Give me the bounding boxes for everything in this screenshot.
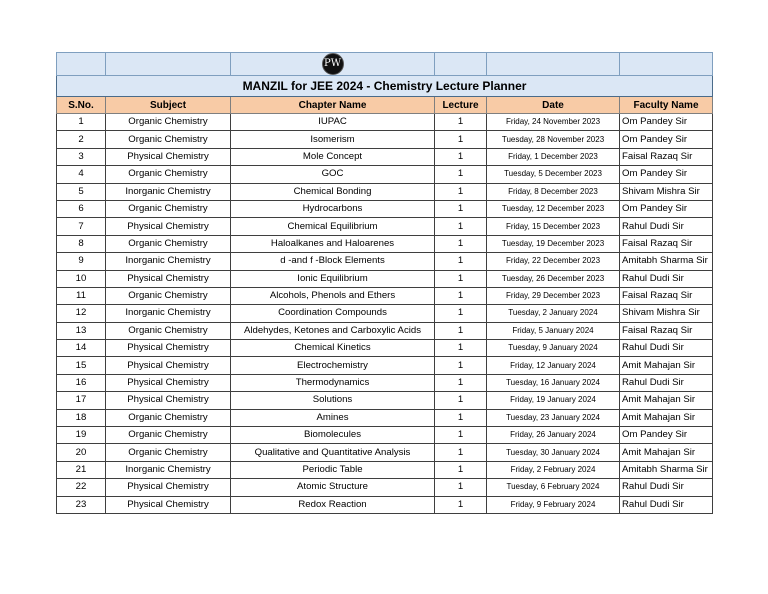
faculty-cell: Om Pandey Sir — [620, 114, 713, 131]
faculty-cell: Rahul Dudi Sir — [620, 496, 713, 513]
table-row — [57, 253, 713, 270]
sno-cell: 19 — [57, 427, 106, 444]
title-row — [57, 76, 713, 97]
sno-cell: 5 — [57, 183, 106, 200]
date-cell: Friday, 2 February 2024 — [487, 461, 620, 478]
date-cell: Tuesday, 5 December 2023 — [487, 166, 620, 183]
column-header-sno: S.No. — [57, 97, 106, 114]
sno-cell: 9 — [57, 253, 106, 270]
table-row — [57, 148, 713, 165]
faculty-cell: Shivam Mishra Sir — [620, 183, 713, 200]
table-row — [57, 235, 713, 252]
chapter-cell: Periodic Table — [231, 461, 435, 478]
page-title: MANZIL for JEE 2024 - Chemistry Lecture Planner — [57, 76, 713, 97]
sno-cell: 14 — [57, 340, 106, 357]
lecture-cell: 1 — [435, 183, 487, 200]
faculty-cell: Faisal Razaq Sir — [620, 322, 713, 339]
subject-cell: Organic Chemistry — [106, 444, 231, 461]
faculty-cell: Faisal Razaq Sir — [620, 148, 713, 165]
date-cell: Tuesday, 19 December 2023 — [487, 235, 620, 252]
header-row — [57, 97, 713, 114]
chapter-cell: Coordination Compounds — [231, 305, 435, 322]
date-cell: Tuesday, 12 December 2023 — [487, 200, 620, 217]
sno-cell: 20 — [57, 444, 106, 461]
date-cell: Friday, 19 January 2024 — [487, 392, 620, 409]
chapter-cell: GOC — [231, 166, 435, 183]
chapter-cell: Alcohols, Phenols and Ethers — [231, 287, 435, 304]
lecture-cell: 1 — [435, 392, 487, 409]
date-cell: Friday, 29 December 2023 — [487, 287, 620, 304]
faculty-cell: Amitabh Sharma Sir — [620, 461, 713, 478]
date-cell: Friday, 22 December 2023 — [487, 253, 620, 270]
table-row — [57, 340, 713, 357]
subject-cell: Organic Chemistry — [106, 427, 231, 444]
faculty-cell: Om Pandey Sir — [620, 200, 713, 217]
lecture-cell: 1 — [435, 444, 487, 461]
chapter-cell: Electrochemistry — [231, 357, 435, 374]
sno-cell: 22 — [57, 479, 106, 496]
subject-cell: Inorganic Chemistry — [106, 461, 231, 478]
subject-cell: Physical Chemistry — [106, 392, 231, 409]
table-row — [57, 287, 713, 304]
lecture-cell: 1 — [435, 235, 487, 252]
date-cell: Friday, 8 December 2023 — [487, 183, 620, 200]
chapter-cell: Isomerism — [231, 131, 435, 148]
table-row — [57, 131, 713, 148]
chapter-cell: Hydrocarbons — [231, 200, 435, 217]
sno-cell: 11 — [57, 287, 106, 304]
column-header-date: Date — [487, 97, 620, 114]
faculty-cell: Shivam Mishra Sir — [620, 305, 713, 322]
subject-cell: Organic Chemistry — [106, 114, 231, 131]
table-row — [57, 218, 713, 235]
subject-cell: Physical Chemistry — [106, 357, 231, 374]
sno-cell: 17 — [57, 392, 106, 409]
lecture-cell: 1 — [435, 131, 487, 148]
table-row — [57, 496, 713, 513]
table-row — [57, 374, 713, 391]
lecture-cell: 1 — [435, 427, 487, 444]
faculty-cell: Rahul Dudi Sir — [620, 374, 713, 391]
subject-cell: Organic Chemistry — [106, 166, 231, 183]
subject-cell: Organic Chemistry — [106, 131, 231, 148]
sno-cell: 12 — [57, 305, 106, 322]
subject-cell: Organic Chemistry — [106, 409, 231, 426]
lecture-cell: 1 — [435, 322, 487, 339]
sno-cell: 23 — [57, 496, 106, 513]
sno-cell: 1 — [57, 114, 106, 131]
table-row — [57, 357, 713, 374]
chapter-cell: Solutions — [231, 392, 435, 409]
lecture-cell: 1 — [435, 374, 487, 391]
subject-cell: Organic Chemistry — [106, 322, 231, 339]
date-cell: Tuesday, 28 November 2023 — [487, 131, 620, 148]
column-header-chapter: Chapter Name — [231, 97, 435, 114]
faculty-cell: Rahul Dudi Sir — [620, 340, 713, 357]
subject-cell: Physical Chemistry — [106, 270, 231, 287]
faculty-cell: Rahul Dudi Sir — [620, 270, 713, 287]
chapter-cell: Redox Reaction — [231, 496, 435, 513]
chapter-cell: Thermodynamics — [231, 374, 435, 391]
table-row — [57, 166, 713, 183]
subject-cell: Physical Chemistry — [106, 148, 231, 165]
lecture-cell: 1 — [435, 114, 487, 131]
sno-cell: 7 — [57, 218, 106, 235]
sno-cell: 8 — [57, 235, 106, 252]
table-row — [57, 392, 713, 409]
sno-cell: 3 — [57, 148, 106, 165]
chapter-cell: Atomic Structure — [231, 479, 435, 496]
sno-cell: 2 — [57, 131, 106, 148]
date-cell: Tuesday, 6 February 2024 — [487, 479, 620, 496]
table-row — [57, 479, 713, 496]
faculty-cell: Amitabh Sharma Sir — [620, 253, 713, 270]
date-cell: Friday, 9 February 2024 — [487, 496, 620, 513]
subject-cell: Organic Chemistry — [106, 287, 231, 304]
faculty-cell: Rahul Dudi Sir — [620, 218, 713, 235]
faculty-cell: Amit Mahajan Sir — [620, 357, 713, 374]
sno-cell: 18 — [57, 409, 106, 426]
date-cell: Friday, 24 November 2023 — [487, 114, 620, 131]
lecture-cell: 1 — [435, 218, 487, 235]
faculty-cell: Om Pandey Sir — [620, 131, 713, 148]
subject-cell: Inorganic Chemistry — [106, 183, 231, 200]
chapter-cell: Aldehydes, Ketones and Carboxylic Acids — [231, 322, 435, 339]
column-header-lecture: Lecture — [435, 97, 487, 114]
date-cell: Friday, 26 January 2024 — [487, 427, 620, 444]
lecture-cell: 1 — [435, 409, 487, 426]
lecture-cell: 1 — [435, 270, 487, 287]
sno-cell: 6 — [57, 200, 106, 217]
table-row — [57, 270, 713, 287]
lecture-cell: 1 — [435, 166, 487, 183]
lecture-cell: 1 — [435, 287, 487, 304]
table-row — [57, 409, 713, 426]
table-row — [57, 114, 713, 131]
table-row — [57, 183, 713, 200]
lecture-cell: 1 — [435, 148, 487, 165]
sno-cell: 21 — [57, 461, 106, 478]
subject-cell: Physical Chemistry — [106, 374, 231, 391]
faculty-cell: Faisal Razaq Sir — [620, 287, 713, 304]
logo-row — [57, 53, 713, 76]
table-row — [57, 200, 713, 217]
date-cell: Friday, 5 January 2024 — [487, 322, 620, 339]
subject-cell: Inorganic Chemistry — [106, 253, 231, 270]
table-row — [57, 305, 713, 322]
date-cell: Tuesday, 30 January 2024 — [487, 444, 620, 461]
subject-cell: Physical Chemistry — [106, 218, 231, 235]
faculty-cell: Rahul Dudi Sir — [620, 479, 713, 496]
subject-cell: Organic Chemistry — [106, 200, 231, 217]
date-cell: Tuesday, 9 January 2024 — [487, 340, 620, 357]
pw-logo-icon: PW — [322, 53, 344, 75]
date-cell: Tuesday, 26 December 2023 — [487, 270, 620, 287]
lecture-cell: 1 — [435, 200, 487, 217]
lecture-cell: 1 — [435, 253, 487, 270]
table-row — [57, 444, 713, 461]
chapter-cell: Chemical Kinetics — [231, 340, 435, 357]
lecture-cell: 1 — [435, 357, 487, 374]
sno-cell: 10 — [57, 270, 106, 287]
faculty-cell: Amit Mahajan Sir — [620, 392, 713, 409]
column-header-faculty: Faculty Name — [620, 97, 713, 114]
faculty-cell: Om Pandey Sir — [620, 427, 713, 444]
chapter-cell: d -and f -Block Elements — [231, 253, 435, 270]
sno-cell: 15 — [57, 357, 106, 374]
chapter-cell: Haloalkanes and Haloarenes — [231, 235, 435, 252]
date-cell: Friday, 15 December 2023 — [487, 218, 620, 235]
chapter-cell: Qualitative and Quantitative Analysis — [231, 444, 435, 461]
chapter-cell: Chemical Bonding — [231, 183, 435, 200]
faculty-cell: Faisal Razaq Sir — [620, 235, 713, 252]
chapter-cell: Chemical Equilibrium — [231, 218, 435, 235]
faculty-cell: Amit Mahajan Sir — [620, 444, 713, 461]
lecture-planner-table — [56, 52, 713, 514]
subject-cell: Physical Chemistry — [106, 340, 231, 357]
sno-cell: 16 — [57, 374, 106, 391]
subject-cell: Organic Chemistry — [106, 235, 231, 252]
chapter-cell: IUPAC — [231, 114, 435, 131]
table-row — [57, 427, 713, 444]
chapter-cell: Amines — [231, 409, 435, 426]
faculty-cell: Amit Mahajan Sir — [620, 409, 713, 426]
table-row — [57, 322, 713, 339]
subject-cell: Physical Chemistry — [106, 496, 231, 513]
chapter-cell: Biomolecules — [231, 427, 435, 444]
date-cell: Tuesday, 2 January 2024 — [487, 305, 620, 322]
subject-cell: Physical Chemistry — [106, 479, 231, 496]
date-cell: Friday, 12 January 2024 — [487, 357, 620, 374]
date-cell: Tuesday, 23 January 2024 — [487, 409, 620, 426]
planner-rows — [57, 114, 713, 514]
lecture-cell: 1 — [435, 340, 487, 357]
lecture-cell: 1 — [435, 496, 487, 513]
subject-cell: Inorganic Chemistry — [106, 305, 231, 322]
chapter-cell: Mole Concept — [231, 148, 435, 165]
lecture-cell: 1 — [435, 479, 487, 496]
faculty-cell: Om Pandey Sir — [620, 166, 713, 183]
lecture-cell: 1 — [435, 461, 487, 478]
table-row — [57, 461, 713, 478]
date-cell: Friday, 1 December 2023 — [487, 148, 620, 165]
sno-cell: 13 — [57, 322, 106, 339]
lecture-cell: 1 — [435, 305, 487, 322]
column-header-subject: Subject — [106, 97, 231, 114]
sno-cell: 4 — [57, 166, 106, 183]
chapter-cell: Ionic Equilibrium — [231, 270, 435, 287]
date-cell: Tuesday, 16 January 2024 — [487, 374, 620, 391]
